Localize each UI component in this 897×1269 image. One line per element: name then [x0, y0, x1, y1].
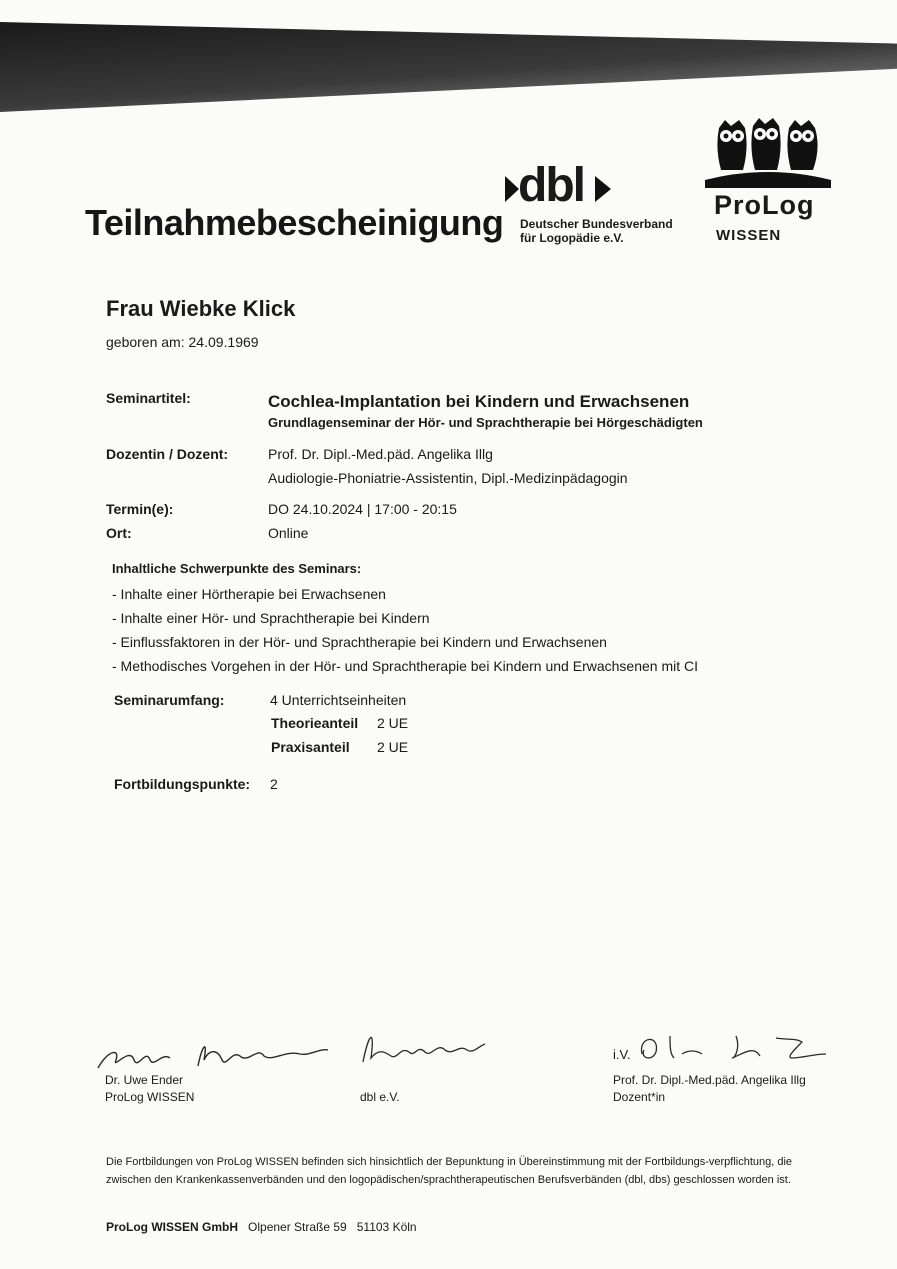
- dbl-logo-word: dbl: [518, 159, 584, 212]
- list-item: - Inhalte einer Hörtherapie bei Erwachsenen: [112, 586, 386, 602]
- page-title: Teilnahmebescheinigung: [85, 202, 504, 243]
- signature-prefix: i.V.: [613, 1047, 631, 1062]
- scan-dark-band: [0, 22, 897, 112]
- owls-logo-icon: [705, 118, 831, 188]
- footer-note: Die Fortbildungen von ProLog WISSEN befinden sich hinsichtlich der Bepunktung in Übereinstimmung mit der Fortbildungs-verpflichtung, die zwischen den Krankenkassenverbänden und den logopädischen/sprachtherapeutischen Berufsverbänden (dbl, dbs) geschlossen worden ist.: [106, 1156, 793, 1186]
- signer-middle: dbl e.V.: [360, 1090, 400, 1104]
- lecturer-role: Audiologie-Phoniatrie-Assistentin, Dipl.-Medizinpädagogin: [268, 470, 628, 486]
- participant-name: Frau Wiebke Klick: [106, 296, 296, 321]
- signature-right-icon: [636, 1028, 836, 1068]
- signer-left: Dr. Uwe Ender ProLog WISSEN: [105, 1073, 195, 1104]
- lecturer-name: Prof. Dr. Dipl.-Med.päd. Angelika Illg: [268, 446, 493, 462]
- signature-middle-icon: [355, 1022, 495, 1072]
- signature-left-icon: [90, 1020, 340, 1075]
- seminar-subtitle: Grundlagenseminar der Hör- und Sprachtherapie bei Hörgeschädigten: [268, 415, 703, 430]
- place-label: Ort:: [106, 525, 132, 541]
- dbl-org-name: Deutscher Bundesverband für Logopädie e.V.: [520, 217, 673, 245]
- scope-value: 4 Unterrichtseinheiten: [270, 692, 407, 708]
- seminar-label: Seminartitel:: [106, 390, 191, 406]
- points-value: 2: [270, 776, 278, 792]
- practice-label: Praxisanteil: [271, 739, 350, 755]
- scope-label: Seminarumfang:: [114, 692, 225, 708]
- topics-heading: Inhaltliche Schwerpunkte des Seminars:: [112, 561, 362, 576]
- practice-value: 2 UE: [377, 739, 409, 755]
- prolog-logo-name: ProLog: [714, 190, 815, 220]
- place-value: Online: [268, 525, 309, 541]
- lecturer-label: Dozentin / Dozent:: [106, 446, 229, 462]
- topics-list: [112, 582, 698, 678]
- list-item: - Einflussfaktoren in der Hör- und Sprachtherapie bei Kindern und Erwachsenen: [112, 634, 607, 650]
- signer-right: Prof. Dr. Dipl.-Med.päd. Angelika Illg Dozent*in: [613, 1073, 806, 1104]
- list-item: - Methodisches Vorgehen in der Hör- und Sprachtherapie bei Kindern und Erwachsenen mit CI: [112, 658, 698, 674]
- theory-value: 2 UE: [377, 715, 409, 731]
- prolog-logo-sub: WISSEN: [716, 227, 782, 244]
- dbl-triangle-right-icon: [595, 176, 611, 202]
- list-item: - Inhalte einer Hör- und Sprachtherapie bei Kindern: [112, 610, 430, 626]
- seminar-title: Cochlea-Implantation bei Kindern und Erwachsenen: [268, 392, 690, 411]
- participant-birthdate: geboren am: 24.09.1969: [106, 334, 259, 350]
- date-label: Termin(e):: [106, 501, 174, 517]
- theory-label: Theorieanteil: [271, 715, 359, 731]
- date-value: DO 24.10.2024 | 17:00 - 20:15: [268, 501, 457, 517]
- dbl-triangle-left-icon: [505, 176, 519, 202]
- company-address: ProLog WISSEN GmbH Olpener Straße 59 51103 Köln: [106, 1220, 417, 1234]
- points-label: Fortbildungspunkte:: [114, 776, 251, 792]
